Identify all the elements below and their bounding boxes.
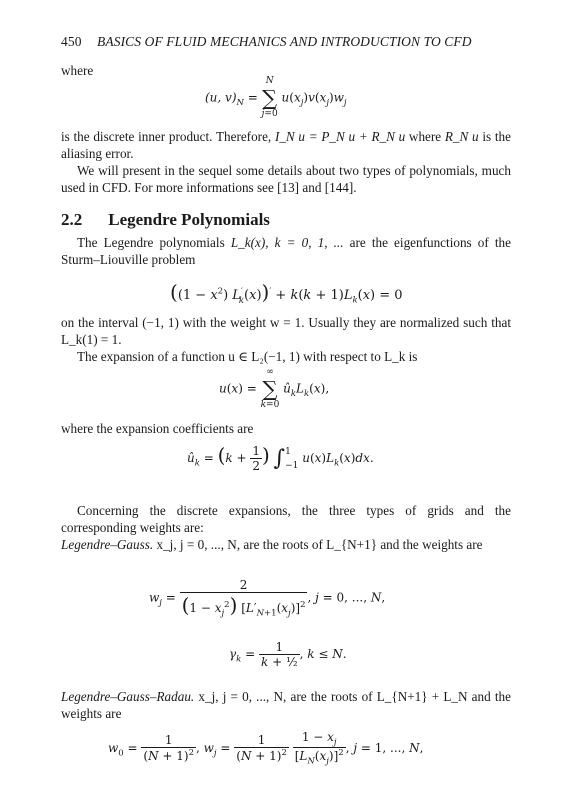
fraction-wj-radau-a: $\frac{1}{(N + 1)^2}$ — [236, 733, 287, 764]
inner-math-1: I_N u = P_N u + R_N u — [274, 129, 406, 144]
page-number: 450 — [61, 34, 82, 49]
paragraph-coefficients: where the expansion coefficients are — [61, 421, 254, 436]
fraction-gamma: $\frac{1}{\text{k + ½}}$ — [261, 640, 298, 669]
paragraph-inner-product — [61, 128, 511, 162]
paragraph-where: where — [61, 63, 94, 78]
gauss-label: Legendre–Gauss. — [61, 537, 154, 552]
gauss-text: x_j, j = 0, ..., N, are the roots of L_{N+1} and the weights are — [153, 537, 483, 552]
section-title: Legendre Polynomials — [108, 210, 270, 229]
running-header — [61, 34, 472, 50]
inner-text-b: where — [405, 129, 445, 144]
fraction-wj-radau-b: $\frac{1 - x_j}{[L_N(x_j)]^2}$ — [294, 730, 344, 767]
paragraph-gauss — [61, 536, 511, 553]
paragraph-discrete: Concerning the discrete expansions, the three types of grids and the corresponding weights are: — [61, 503, 511, 535]
fraction-half: $\frac{1}{2}$ — [252, 444, 260, 473]
legendre-text-a: The Legendre polynomials — [77, 235, 231, 250]
fraction-w0: $\frac{1}{(N + 1)^2}$ — [143, 733, 194, 764]
equation-weights-radau: $w_0$ = $\frac{1}{(N + 1)^2}$ , $w_j$ = $\frac{1}{(N + 1)^2}$ $\frac{1 - x_j}{[L_N(x_j)]^2}$ , j = 1, ..., N, — [108, 730, 424, 767]
equation-weights-gauss: $w_j$ = $\frac{2}{(1 - x_j^2) [L'_{N+1}(x_j)]^2}$ , j = 0, ..., N, — [149, 578, 386, 619]
equation-inner-product: (u, $v)_N$ = N ∑ j=0 $u(x_j)v(x_j)w_j$ — [205, 76, 347, 119]
radau-label: Legendre–Gauss–Radau. — [61, 689, 195, 704]
paragraph-radau — [61, 688, 511, 722]
section-number: 2.2 — [61, 210, 83, 229]
paragraph-legendre — [61, 234, 511, 268]
legendre-text-b: are the eigenfunctions of the Sturm–Liouville problem — [61, 235, 511, 267]
legendre-math: L_k(x), k = 0, 1, ... — [230, 235, 344, 250]
section-heading — [61, 210, 270, 230]
inner-math-2: R_N u — [444, 129, 479, 144]
equation-sturm-liouville: ($(1 - x^2)$ $L'_k(x))' + k(k + 1)L_k(x) = 0$ — [170, 280, 403, 306]
equation-expansion: u(x) = ∞ ∑ k=0 $û_kL_k(x)$, — [219, 367, 330, 410]
running-title: BASICS OF FLUID MECHANICS AND INTRODUCTION TO CFD — [97, 34, 472, 49]
fraction-wj: $\frac{2}{(1 - x_j^2) [L'_{N+1}(x_j)]^2}$ — [181, 578, 306, 619]
paragraph-expansion: The expansion of a function u ∈ L₂(−1, 1) with respect to L_k is — [77, 349, 418, 364]
paragraph-interval: on the interval (−1, 1) with the weight w = 1. Usually they are normalized such that L_k(1) = 1. — [61, 315, 511, 347]
paragraph-sequel: We will present in the sequel some details about two types of polynomials, much used in CFD. For more informations see [13] and [144]. — [61, 163, 511, 195]
inner-text-a: is the discrete inner product. Therefore, — [61, 129, 275, 144]
radau-text: x_j, j = 0, ..., N, are the roots of L_{N+1} + L_N and the weights are — [61, 689, 511, 721]
equation-gamma: $\gamma_k$ = $\frac{1}{\text{k + ½}}$ , k ≤ N. — [229, 640, 347, 669]
sum-symbol-exp: ∞ ∑ k=0 — [260, 367, 280, 410]
sum-symbol: N ∑ j=0 — [261, 76, 278, 119]
equation-coefficients: $û_k = (k$ + $\frac{1}{2}$ ) ∫ 1 −1 $u(x)L_k(x)dx$. — [187, 443, 374, 473]
inner-text-c: is the aliasing error. — [61, 129, 511, 161]
